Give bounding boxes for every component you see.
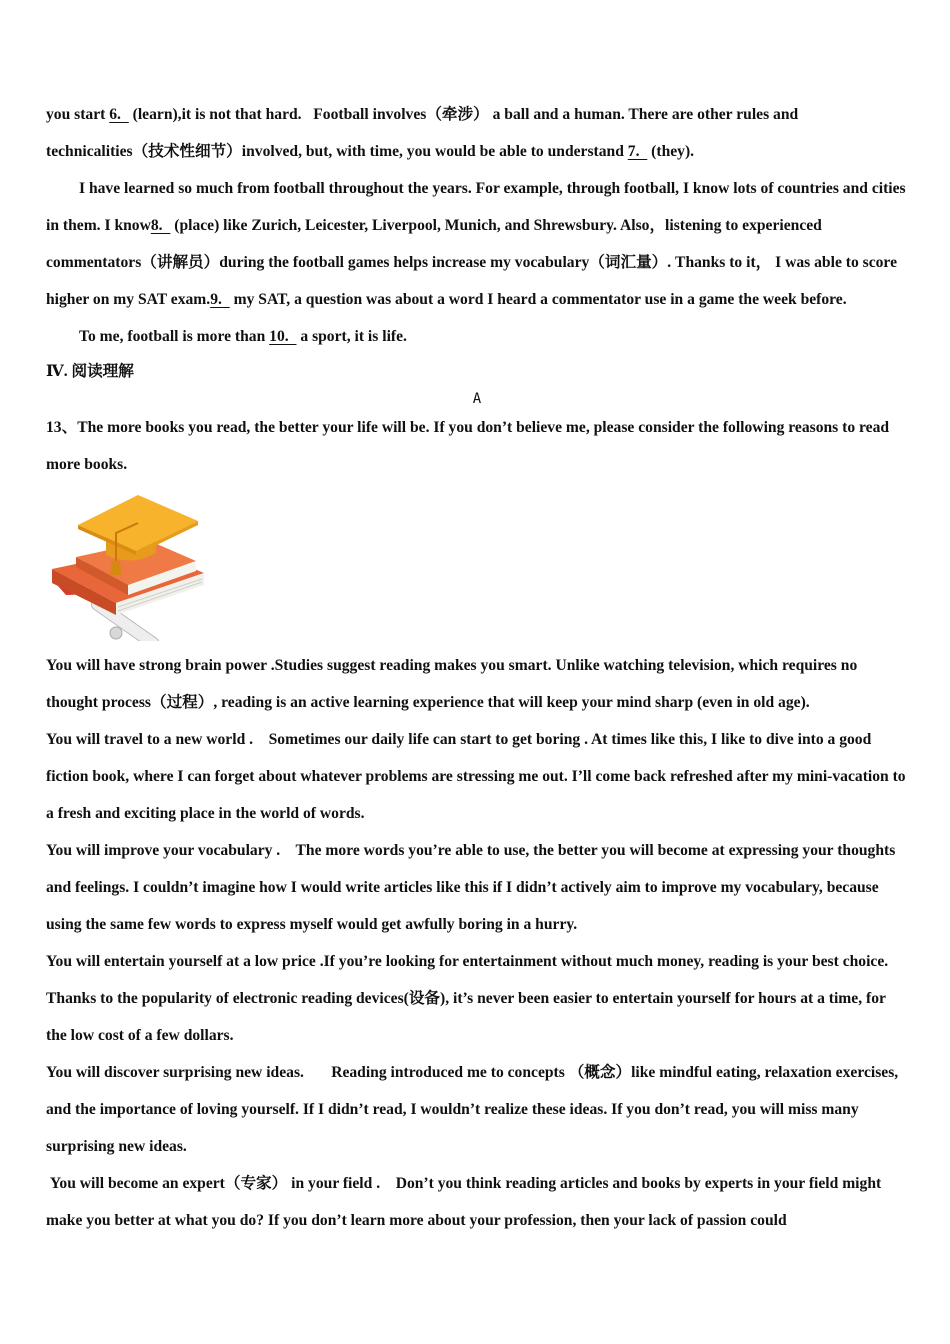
part-label: A [472,391,482,407]
passage1-line2 [46,133,908,170]
document-page [46,96,908,1239]
blank-8[interactable]: 8. [150,217,171,234]
blank-6[interactable]: 6. [109,106,129,123]
text-run: my SAT, a question was about a word I heard a commentator use in a game the week before. [229,291,847,308]
reason-paragraph: You will discover surprising new ideas. Reading introduced me to concepts （概念）like mindful eating, relaxation exercises, and the importance of loving yourself. If I didn’t read, I wouldn’t realize these ideas. If you don’t read, you will miss many surprising new ideas. [46,1064,899,1155]
section-heading: Ⅳ. 阅读理解 [46,363,134,380]
reason-paragraph: You will improve your vocabulary . The more words you’re able to use, the better you will become at expressing your thoughts and feelings. I couldn’t imagine how I would write articles like this if I didn’t actively aim to improve my vocabulary, because using the same few words to express myself would get awfully boring in a hurry. [46,842,896,933]
blank-10[interactable]: 10. [269,328,297,345]
text-run: (they). [647,143,695,160]
text-run: technicalities（技术性细节）involved, but, with time, you would be able to understand [46,143,628,160]
text-run: (learn),it is not that hard. Football involves（牵涉） a ball and a human. There are other rules and [128,106,799,123]
reason-paragraph: You will become an expert（专家） in your field . Don’t you think reading articles and books by experts in your field might make you better at what you do? If you don’t learn more about your profession, then your lack of passion could [46,1175,882,1229]
text-run: I have learned so much from football throughout the years. For example, through football, I know lots of countries and cities in them. I know [46,180,906,234]
text-run: (place) like Zurich, Leicester, Liverpool, Munich, and Shrewsbury. Also，listening to experienced commentators（讲解员）during the football games helps increase my vocabulary（词汇量）. Thanks to it， I was able to score higher on my SAT exam. [46,217,897,308]
text-run: you start [46,106,110,123]
passage1-line1 [46,96,908,133]
graduation-cap-books-icon [46,491,206,641]
blank-9[interactable]: 9. [210,291,230,308]
passage1-paragraph-3 [46,318,908,355]
reason-paragraph: You will entertain yourself at a low price .If you’re looking for entertainment without much money, reading is your best choice. Thanks to the popularity of electronic reading devices(设备), it’s never been easier to entertain yourself for hours at a time, for the low cost of a few dollars. [46,953,889,1044]
reason-paragraph: You will travel to a new world . Sometimes our daily life can start to get boring . At times like this, I like to dive into a good fiction book, where I can forget about whatever problems are stressing me out. I’ll come back refreshed after my mini-vacation to a fresh and exciting place in the world of words. [46,731,906,822]
text-run: To me, football is more than [79,328,270,345]
blank-7[interactable]: 7. [627,143,648,160]
reason-paragraph: You will have strong brain power .Studies suggest reading makes you smart. Unlike watching television, which requires no thought process（过程）, reading is an active learning experience that will keep your mind sharp (even in old age). [46,657,858,711]
passage1-paragraph-2 [46,170,908,318]
passage2-intro: 13、The more books you read, the better your life will be. If you don’t believe me, please consider the following reasons to read more books. [46,419,890,473]
text-run: a sport, it is life. [296,328,407,345]
